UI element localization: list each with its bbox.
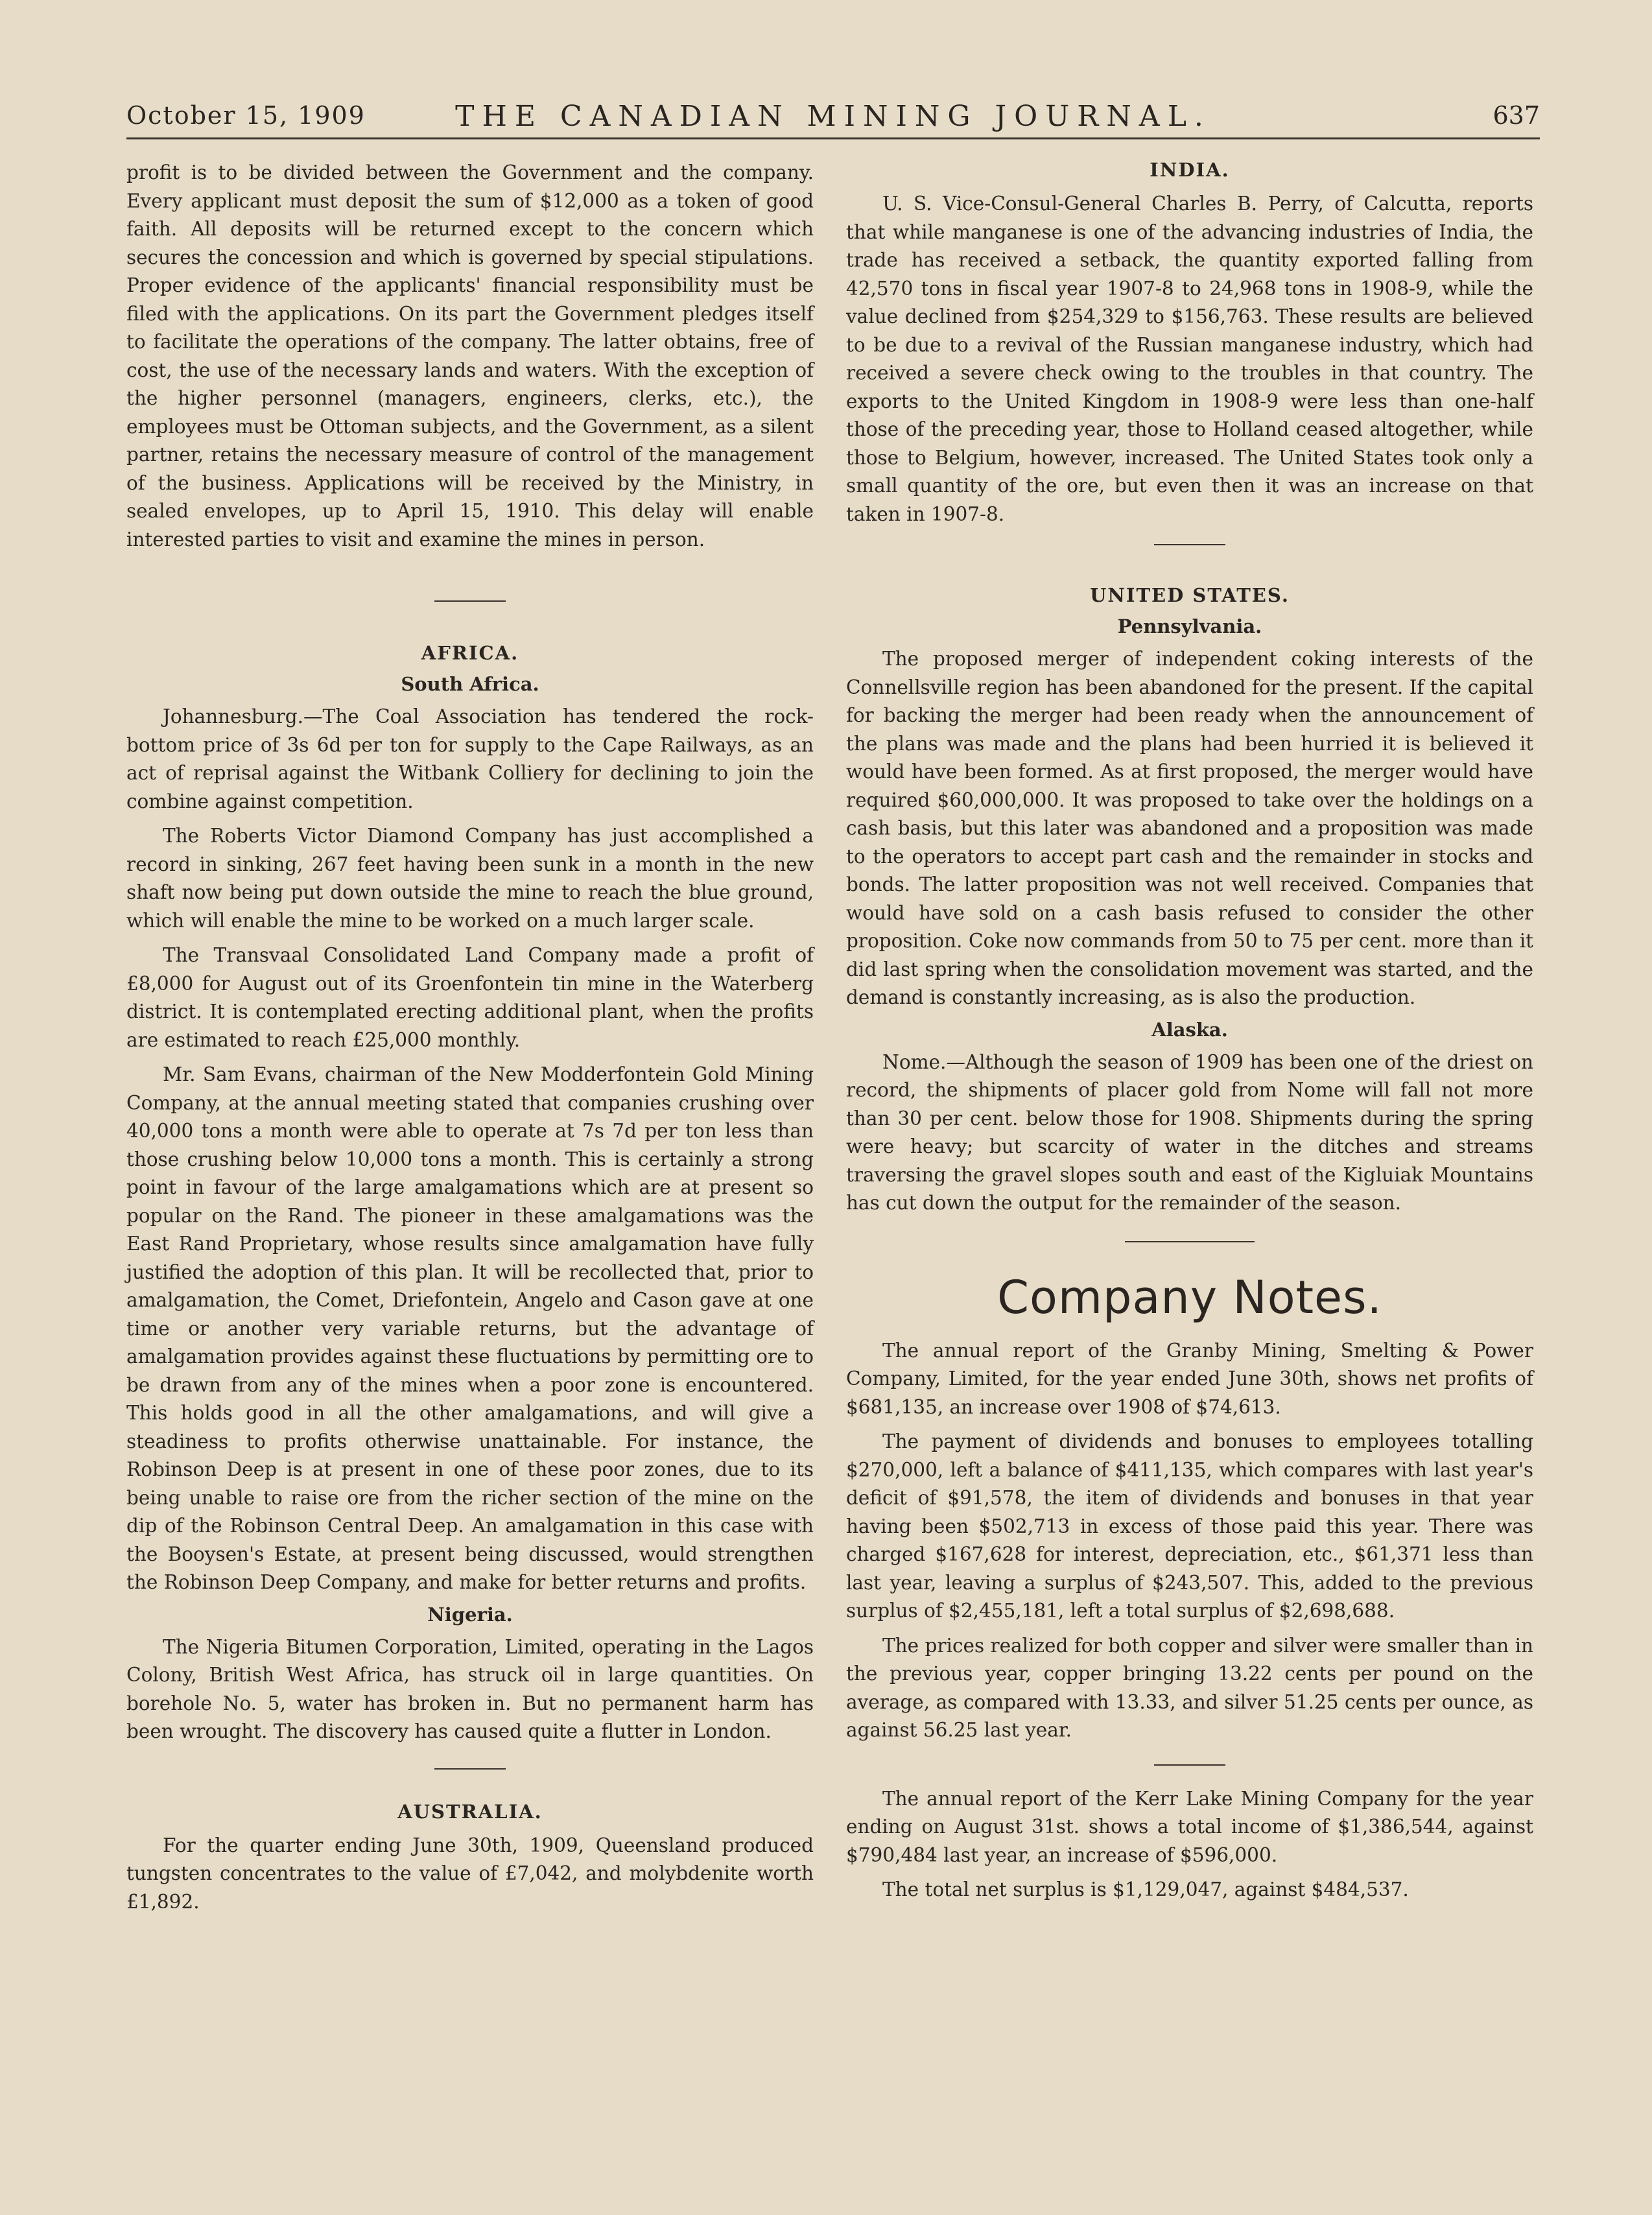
australia-paragraph: For the quarter ending June 30th, 1909, Queensland produced tungsten concentrates to the value of £7,042, and molybdenite worth £1,892.: [126, 1834, 814, 1913]
granby-paragraph-2: The payment of dividends and bonuses to employees totalling $270,000, left a balance of $411,135, which compares with last year's deficit of $91,578, the item of dividends and bonuses in that year having been $502,713 in excess of those paid this year. There was charged $167,628 for interest, depreciation, etc., $61,371 less than last year, leaving a surplus of $243,507. This, added to the previous surplus of $2,455,181, left a total surplus of $2,698,688.: [846, 1430, 1533, 1622]
africa-paragraph-3: The Transvaal Consolidated Land Company made a profit of £8,000 for August out of its Groenfontein tin mine in the Waterberg district. It is contemplated erecting additional plant, when the profits are estimated to reach £25,000 monthly.: [126, 944, 814, 1051]
pennsylvania-paragraph: The proposed merger of independent coking interests of the Connellsville region has been abandoned for the present. If the capital for backing the merger had been ready when the announcement of the plans was made and the plans had been hurried it is believed it would have been formed. As at first proposed, the merger would have required $60,000,000. It was proposed to take over the holdings on a cash basis, but this later was abandoned and a proposition was made to the operators to accept part cash and the remainder in stocks and bonds. The latter proposition was not well received. Companies that would have sold on a cash basis refused to consider the other proposition. Coke now commands from 50 to 75 per cent. more than it did last spring when the consolidation movement was started, and the demand is constantly increasing, as is also the production.: [846, 648, 1533, 1008]
africa-heading: AFRICA.: [421, 642, 519, 664]
right-column: [846, 159, 1533, 1911]
india-heading: INDIA.: [1150, 159, 1230, 181]
alaska-heading: Alaska.: [1151, 1018, 1228, 1041]
pennsylvania-heading: Pennsylvania.: [1117, 615, 1262, 637]
nigeria-paragraph: The Nigeria Bitumen Corporation, Limited, operating in the Lagos Colony, British West Africa, has struck oil in large quantities. On borehole No. 5, water has broken in. But no permanent harm has been wrought. The discovery has caused quite a flutter in London.: [126, 1635, 814, 1742]
left-column: [126, 159, 814, 1923]
nigeria-heading: Nigeria.: [427, 1603, 513, 1626]
issue-date: October 15, 1909: [126, 101, 366, 130]
page-header: [126, 97, 1540, 139]
kerr-paragraph-2: The total net surplus is $1,129,047, against $484,537.: [882, 1878, 1409, 1901]
journal-title: THE CANADIAN MINING JOURNAL.: [455, 100, 1211, 133]
australia-heading: AUSTRALIA.: [397, 1800, 543, 1823]
company-notes-heading: Company Notes.: [997, 1270, 1382, 1324]
page-number: 637: [1493, 101, 1540, 130]
granby-paragraph-1: The annual report of the Granby Mining, Smelting & Power Company, Limited, for the year ended June 30th, shows net profits of $681,135, an increase over 1908 of $74,613.: [846, 1339, 1533, 1418]
intro-paragraph: profit is to be divided between the Government and the company. Every applicant must deposit the sum of $12,000 as a token of good faith. All deposits will be returned except to the concern which secures the concession and which is governed by special stipulations. Proper evidence of the applicants' financial responsibility must be filed with the applications. On its part the Government pledges itself to facilitate the operations of the company. The latter obtains, free of cost, the use of the necessary lands and waters. With the exception of the higher personnel (managers, engineers, clerks, etc.), the employees must be Ottoman subjects, and the Government, as a silent partner, retains the necessary measure of control of the management of the business. Applications will be received by the Ministry, in sealed envelopes, up to April 15, 1910. This delay will enable interested parties to visit and examine the mines in person.: [126, 161, 814, 551]
india-paragraph: U. S. Vice-Consul-General Charles B. Perry, of Calcutta, reports that while manganese is one of the advancing industries of India, the trade has received a setback, the quantity exported falling from 42,570 tons in fiscal year 1907-8 to 24,968 tons in 1908-9, while the value declined from $254,329 to $156,763. These results are believed to be due to a revival of the Russian manganese industry, which had received a severe check owing to the troubles in that country. The exports to the United Kingdom in 1908-9 were less than one-half those of the preceding year, those to Holland ceased altogether, while those to Belgium, however, increased. The United States took only a small quantity of the ore, but even then it was an increase on that taken in 1907-8.: [846, 193, 1533, 525]
africa-paragraph-2: The Roberts Victor Diamond Company has just accomplished a record in sinking, 267 feet having been sunk in a month in the new shaft now being put down outside the mine to reach the blue ground, which will enable the mine to be worked on a much larger scale.: [126, 825, 814, 932]
united-states-heading: UNITED STATES.: [1090, 584, 1290, 606]
alaska-paragraph: Nome.—Although the season of 1909 has been one of the driest on record, the shipments of placer gold from Nome will fall not more than 30 per cent. below those for 1908. Shipments during the spring were heavy; but scarcity of water in the ditches and streams traversing the gravel slopes south and east of the Kigluiak Mountains has cut down the output for the remainder of the season.: [846, 1050, 1533, 1214]
africa-paragraph-1: Johannesburg.—The Coal Association has tendered the rock-bottom price of 3s 6d per ton for supply to the Cape Railways, as an act of reprisal against the Witbank Colliery for declining to join the combine against competition.: [126, 705, 814, 812]
africa-paragraph-4: Mr. Sam Evans, chairman of the New Modderfontein Gold Mining Company, at the annual meeting stated that companies crushing over 40,000 tons a month were able to operate at 7s 7d per ton less than those crushing below 10,000 tons a month. This is certainly a strong point in favour of the large amalgamations which are at present so popular on the Rand. The pioneer in these amalgamations was the East Rand Proprietary, whose results since amalgamation have fully justified the adoption of this plan. It will be recollected that, prior to amalgamation, the Comet, Driefontein, Angelo and Cason gave at one time or another very variable returns, but the advantage of amalgamation provides against these fluctuations by permitting ore to be drawn from any of the mines when a poor zone is encountered. This holds good in all the other amalgamations, and will give a steadiness to profits otherwise unattainable. For instance, the Robinson Deep is at present in one of these poor zones, due to its being unable to raise ore from the richer section of the mine on the dip of the Robinson Central Deep. An amalgamation in this case with the Booysen's Estate, at present being discussed, would strengthen the Robinson Deep Company, and make for better returns and profits.: [126, 1063, 814, 1593]
kerr-paragraph-1: The annual report of the Kerr Lake Mining Company for the year ending on August 31st. shows a total income of $1,386,544, against $790,484 last year, an increase of $596,000.: [846, 1787, 1533, 1866]
granby-paragraph-3: The prices realized for both copper and silver were smaller than in the previous year, copper bringing 13.22 cents per pound on the average, as compared with 13.33, and silver 51.25 cents per ounce, as against 56.25 last year.: [846, 1634, 1533, 1741]
south-africa-heading: South Africa.: [401, 673, 539, 695]
